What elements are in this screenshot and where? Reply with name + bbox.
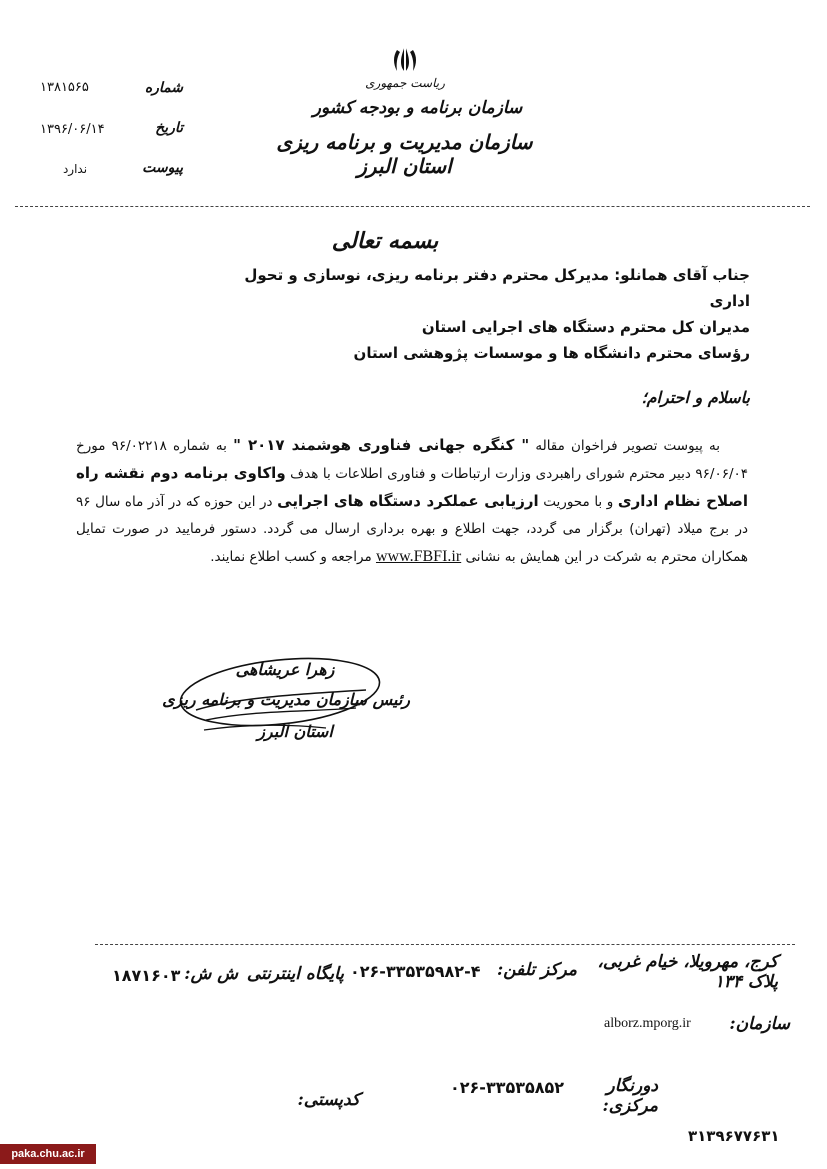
phone-value: ۰۲۶-۳۳۵۳۵۹۸۲-۴ — [350, 962, 481, 981]
letter-body — [76, 432, 748, 571]
fax-value: ۰۲۶-۳۳۵۳۵۸۵۲ — [450, 1078, 565, 1097]
address: کرج، مهرویلا، خیام غربی، پلاک ۱۳۴ — [597, 952, 778, 992]
body-text: به پیوست تصویر فراخوان مقاله — [535, 438, 720, 454]
signatory-province: استان البرز — [257, 722, 333, 741]
fax-label: دورنگار مرکزی: — [602, 1076, 658, 1116]
recipient-line: رؤسای محترم دانشگاه ها و موسسات پژوهشی استان — [353, 344, 750, 362]
org-website: alborz.mporg.ir — [604, 1016, 691, 1031]
provincial-org-line: سازمان مدیریت و برنامه ریزی استان البرز — [276, 130, 533, 178]
postal-label: کدپستی: — [297, 1090, 360, 1110]
header-divider — [15, 206, 810, 207]
org-label: سازمان: — [729, 1014, 790, 1034]
registration-label: ش ش: — [184, 964, 238, 984]
phone-label: مرکز تلفن: — [496, 960, 577, 980]
footer-divider — [95, 944, 795, 945]
iran-emblem-icon — [388, 42, 422, 76]
body-text: در این حوزه که در آذر ماه سال ۹۶ در برج میلاد (تهران) برگزار می گردد، جهت اطلاع و بهره برداری ارسال می گردد. دستور فرمایید در صورت تمایل همکاران محترم به شرکت در این همایش به نشانی — [76, 494, 748, 565]
budget-org-line: سازمان برنامه و بودجه کشور — [312, 98, 523, 118]
greeting: باسلام و احترام؛ — [641, 388, 750, 407]
invocation: بسمه تعالی — [331, 228, 439, 254]
website-label: پایگاه اینترنتی — [246, 964, 344, 984]
date-label: تاریخ — [155, 120, 183, 136]
signatory-name: زهرا عریشاهی — [235, 660, 335, 679]
axis-text: ارزیابی عملکرد دستگاه های اجرایی — [277, 492, 539, 510]
goal-text: واکاوی برنامه دوم نقشه راه اصلاح نظام اداری — [76, 464, 748, 510]
attachment-label: پیوست — [142, 160, 183, 176]
congress-title: " کنگره جهانی فناوری هوشمند ۲۰۱۷ " — [233, 436, 530, 454]
watermark-badge: paka.chu.ac.ir — [0, 1144, 96, 1164]
number-value: ۱۳۸۱۵۶۵ — [40, 80, 89, 95]
body-text: به شماره ۹۶/۰۲۲۱۸ مورخ ۹۶/۰۶/۰۴ دبیر محترم شورای راهبردی وزارت ارتباطات و فناوری اطلاعات با هدف — [76, 438, 749, 482]
attachment-value: ندارد — [62, 162, 88, 176]
recipient-line: مدیران کل محترم دستگاه های اجرایی استان — [421, 318, 750, 336]
date-value: ۱۳۹۶/۰۶/۱۴ — [40, 122, 105, 137]
recipients-block — [230, 262, 750, 366]
recipient-line: جناب آقای همانلو: مدیرکل محترم دفتر برنامه ریزی، نوسازی و تحول اداری — [244, 266, 750, 310]
postal-value: ۳۱۳۹۶۷۷۶۳۱ — [688, 1127, 780, 1145]
registration-value: ۱۸۷۱۶۰۳ — [112, 966, 181, 985]
website-link[interactable]: www.FBFI.ir — [375, 548, 462, 565]
number-label: شماره — [144, 80, 183, 96]
presidency-line: ریاست جمهوری — [365, 76, 445, 90]
signatory-title: رئیس سازمان مدیریت و برنامه ریزی — [162, 690, 410, 709]
body-text: و با محوریت — [543, 494, 614, 510]
body-text: مراجعه و کسب اطلاع نمایند. — [210, 549, 372, 565]
